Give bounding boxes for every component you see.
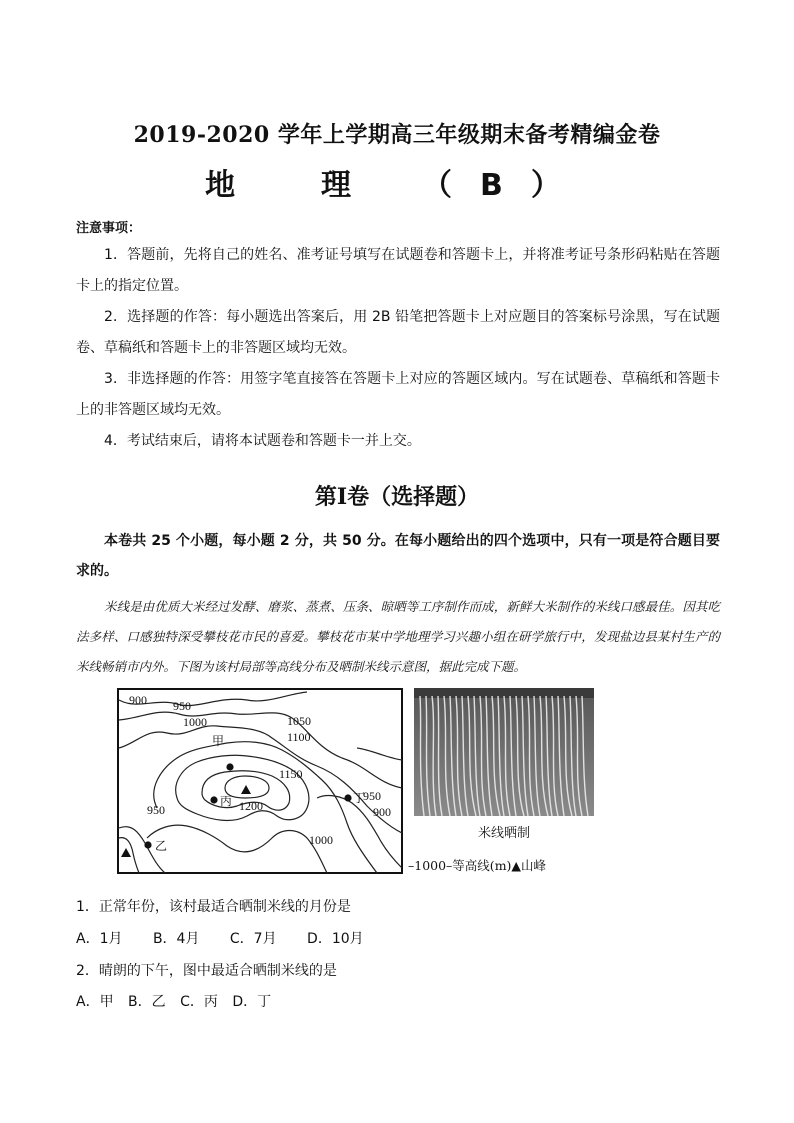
contour-label: 1150 <box>279 767 303 781</box>
option: D．丁 <box>232 994 272 1010</box>
place-label-ding: 丁 <box>353 791 366 805</box>
notice-list <box>76 240 720 457</box>
question-2-stem: 2．晴朗的下午，图中最适合晒制米线的是 <box>76 963 337 979</box>
place-dot-bing <box>210 796 217 803</box>
photo-caption: 米线晒制 <box>477 826 530 841</box>
place-dot-ding <box>344 794 351 801</box>
option: C．丙 <box>180 994 218 1010</box>
contour-label: 950 <box>363 789 381 803</box>
option: B．乙 <box>128 994 166 1010</box>
contour-label: 1050 <box>287 714 311 728</box>
subject-title: 地 理 （B） <box>205 168 589 203</box>
notice-item: 2．选择题的作答：每小题选出答案后，用 2B 铅笔把答题卡上对应题目的答案标号涂黑，写在试题卷、草稿纸和答题卡上的非答题区域均无效。 <box>76 309 720 356</box>
option: A．甲 <box>76 994 114 1010</box>
place-label-jia: 甲 <box>212 734 225 748</box>
notice-item: 4．考试结束后，请将本试题卷和答题卡一并上交。 <box>104 433 421 449</box>
option: A．1月 <box>76 931 123 947</box>
exam-title: 2019-2020 学年上学期高三年级期末备考精编金卷 <box>133 122 661 148</box>
notice-heading: 注意事项： <box>76 221 142 236</box>
option: C．7月 <box>229 931 277 947</box>
question-1-options <box>76 928 390 948</box>
contour-label: 900 <box>129 693 147 707</box>
section-intro: 本卷共 25 个小题，每小题 2 分，共 50 分。在每小题给出的四个选项中，只有一项是符合题目要求的。 <box>76 533 720 579</box>
place-dot-jia <box>226 763 233 770</box>
section-title: 第Ⅰ卷（选择题） <box>314 484 480 510</box>
contour-map <box>117 688 403 874</box>
notice-item: 1．答题前，先将自己的姓名、准考证号填写在试题卷和答题卡上，并将准考证号条形码粘贴在答题卡上的指定位置。 <box>76 247 720 294</box>
contour-label: 1100 <box>287 730 311 744</box>
contour-label: 1000 <box>309 833 333 847</box>
contour-label: 1200 <box>239 799 263 813</box>
rice-noodle-photo <box>414 688 594 816</box>
question-2-options <box>76 991 281 1011</box>
notice-item: 3．非选择题的作答：用签字笔直接答在答题卡上对应的答题区域内。写在试题卷、草稿纸和答题卡上的非答题区域均无效。 <box>76 371 720 418</box>
place-label-yi: 乙 <box>155 839 168 853</box>
reading-material: 米线是由优质大米经过发酵、磨浆、蒸煮、压条、晾晒等工序制作而成，新鲜大米制作的米线口感最佳。因其吃法多样、口感独特深受攀枝花市民的喜爱。攀枝花市某中学地理学习兴趣小组在研学旅行中，发现盐边县某村生产的米线畅销市内外。下图为该村局部等高线分布及晒制米线示意图，据此完成下题。 <box>76 599 720 674</box>
question-1-stem: 1．正常年份，该村最适合晒制米线的月份是 <box>76 899 351 915</box>
place-label-bing: 丙 <box>220 794 233 808</box>
map-legend: –1000–等高线(m)▲山峰 <box>408 858 547 873</box>
contour-label: 950 <box>147 803 165 817</box>
option: B．4月 <box>152 931 200 947</box>
contour-label: 950 <box>173 699 191 713</box>
option: D．10月 <box>307 931 364 947</box>
place-dot-yi <box>144 841 151 848</box>
contour-label: 900 <box>373 805 391 819</box>
contour-label: 1000 <box>183 715 207 729</box>
